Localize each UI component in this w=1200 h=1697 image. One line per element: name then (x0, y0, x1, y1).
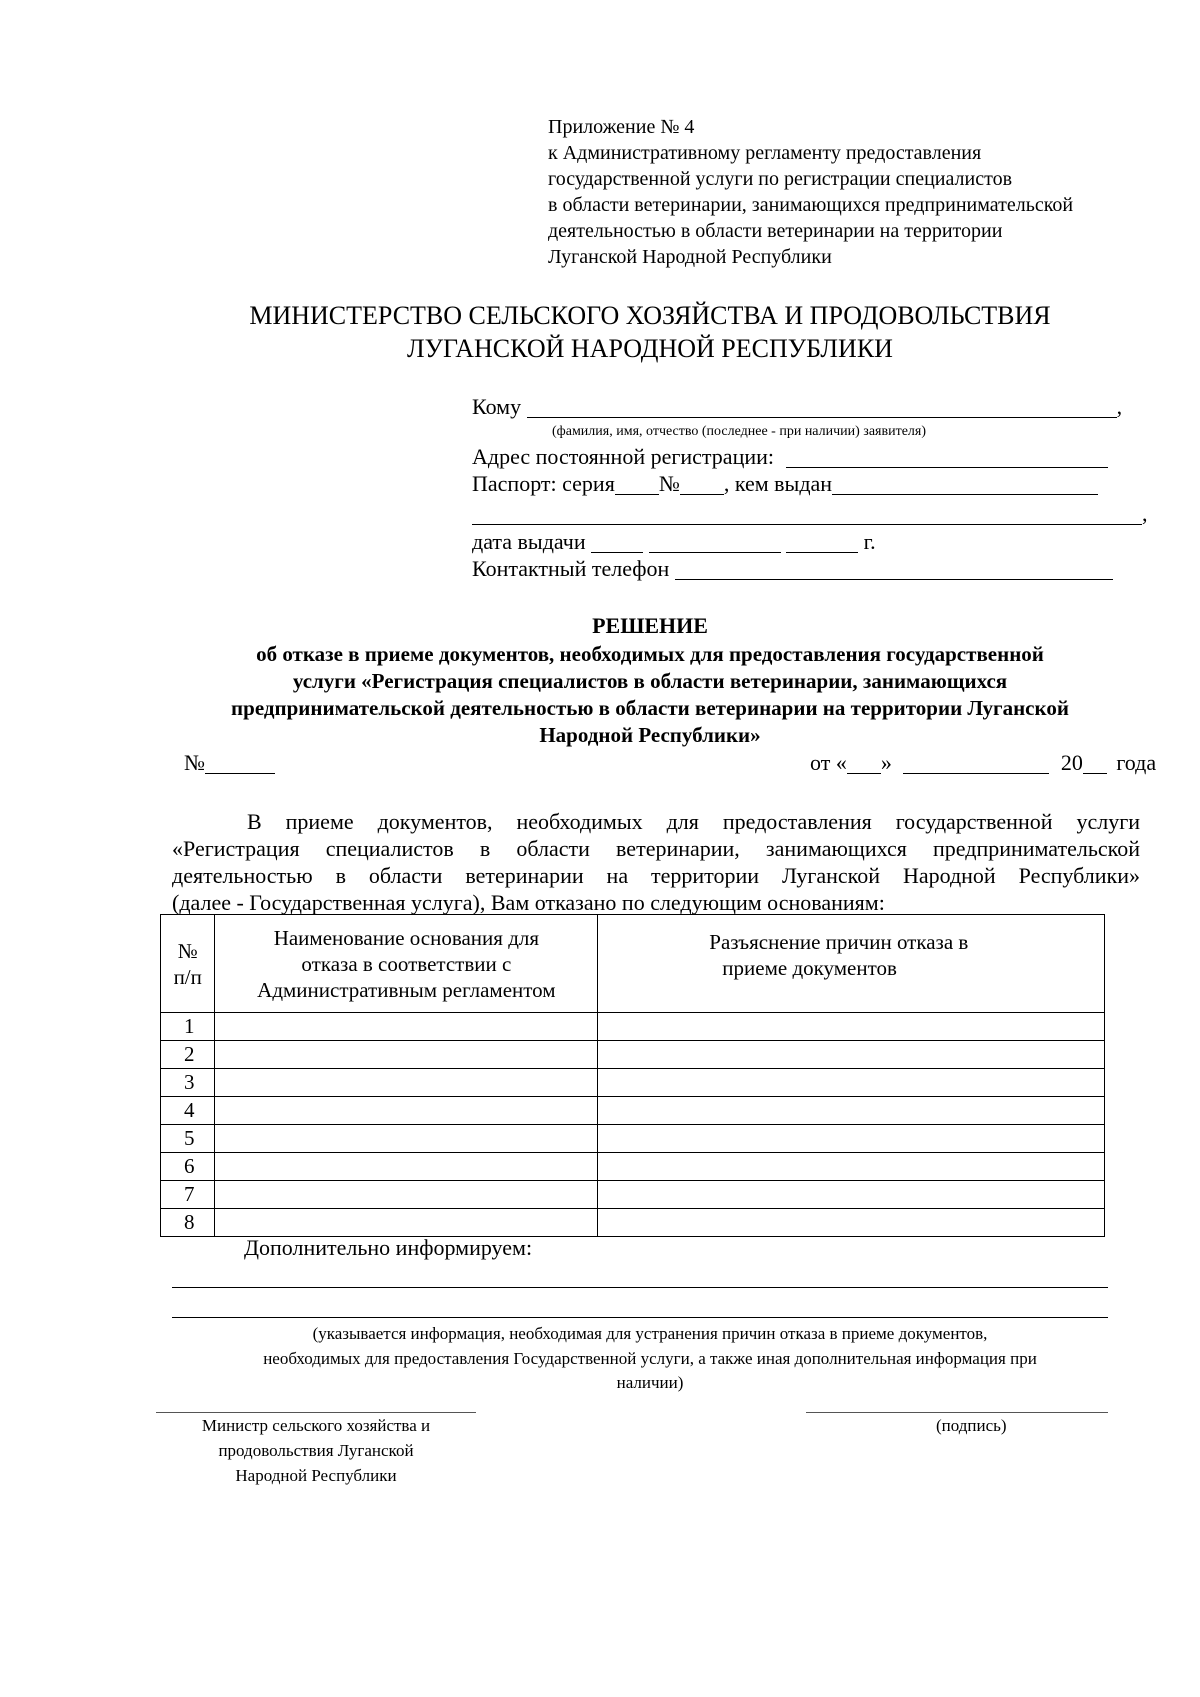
passport-number-label: № (658, 471, 680, 496)
annex-line: Луганской Народной Республики (548, 246, 832, 268)
body-line: «Регистрация специалистов в области ветеринарии, занимающихся предпринимательской (172, 836, 1140, 861)
issued-by-field[interactable] (832, 474, 1098, 495)
annex-line: государственной услуги по регистрации специалистов (548, 168, 1013, 190)
column-header-explanation-line2: приеме документов (722, 956, 897, 980)
issue-year-field[interactable] (786, 532, 858, 553)
row-number: 5 (161, 1125, 215, 1153)
column-header-number-line2: п/п (173, 964, 202, 989)
signature-label: (подпись) (936, 1416, 1007, 1435)
column-header-explanation (598, 915, 1105, 1013)
address-row (472, 443, 1108, 471)
issued-by-label: , кем выдан (723, 471, 833, 496)
address-label: Адрес постоянной регистрации: (472, 444, 774, 469)
address-field[interactable] (786, 447, 1108, 468)
to-field[interactable] (527, 397, 1117, 418)
row-number: 6 (161, 1153, 215, 1181)
column-header-basis-line3: Административным регламентом (257, 977, 556, 1002)
decision-heading: РЕШЕНИЕ (592, 613, 708, 638)
decision-title-line3: предпринимательской деятельностью в области ветеринарии на территории Луганской (231, 696, 1069, 720)
year-label: года (1116, 750, 1157, 775)
position-line (156, 1412, 476, 1413)
issue-date-row (472, 528, 876, 556)
column-header-number (161, 915, 215, 1013)
explanation-cell[interactable] (598, 1097, 1105, 1125)
issued-by-continuation-field[interactable] (472, 504, 1142, 525)
decision-number-row (184, 749, 275, 777)
body-line: В приеме документов, необходимых для предоставления государственной услуги (247, 809, 1140, 834)
to-label: Кому (472, 394, 522, 419)
date-day-field[interactable] (847, 753, 881, 774)
table-header-row (161, 915, 1105, 1013)
row-number: 7 (161, 1181, 215, 1209)
year-prefix: 20 (1060, 750, 1083, 775)
body-line: (далее - Государственная услуга), Вам отказано по следующим основаниям: (172, 890, 885, 915)
decision-title-line1: об отказе в приеме документов, необходимых для предоставления государственной (256, 642, 1044, 666)
decision-number-label: № (184, 750, 205, 775)
passport-series-label: Паспорт: серия (472, 471, 615, 496)
table-row (161, 1181, 1105, 1209)
basis-cell[interactable] (215, 1069, 598, 1097)
to-hint: (фамилия, имя, отчество (последнее - при наличии) заявителя) (552, 424, 927, 439)
date-month-field[interactable] (903, 753, 1049, 774)
column-header-basis (215, 915, 598, 1013)
decision-number-field[interactable] (205, 753, 275, 774)
issue-date-label: дата выдачи (472, 529, 586, 554)
to-comma: , (1116, 394, 1123, 419)
decision-date-row (810, 749, 1156, 777)
table-row (161, 1125, 1105, 1153)
issue-day-field[interactable] (591, 532, 643, 553)
column-header-basis-line1: Наименование основания для (273, 925, 540, 950)
ministry-title-line2: ЛУГАНСКОЙ НАРОДНОЙ РЕСПУБЛИКИ (407, 334, 893, 363)
basis-cell[interactable] (215, 1209, 598, 1237)
additional-info-line-1[interactable] (172, 1287, 1108, 1288)
decision-title-line4: Народной Республики» (539, 723, 761, 747)
column-header-explanation-line1: Разъяснение причин отказа в (709, 930, 969, 954)
row-number: 8 (161, 1209, 215, 1237)
phone-label: Контактный телефон (472, 556, 670, 581)
issue-month-field[interactable] (649, 532, 781, 553)
explanation-cell[interactable] (598, 1125, 1105, 1153)
year-suffix: г. (863, 529, 876, 554)
explanation-cell[interactable] (598, 1181, 1105, 1209)
phone-row (472, 555, 1113, 583)
phone-field[interactable] (675, 559, 1113, 580)
passport-number-field[interactable] (680, 474, 724, 495)
table-row (161, 1097, 1105, 1125)
row-number: 1 (161, 1013, 215, 1041)
explanation-cell[interactable] (598, 1041, 1105, 1069)
passport-continuation-row (472, 500, 1148, 528)
decision-title-line2: услуги «Регистрация специалистов в области ветеринарии, занимающихся (292, 669, 1008, 693)
row-number: 2 (161, 1041, 215, 1069)
passport-series-field[interactable] (615, 474, 659, 495)
signatory-position-line2: продовольствия Луганской (218, 1441, 414, 1460)
from-label: от « (810, 750, 847, 775)
table-row (161, 1209, 1105, 1237)
reasons-table (160, 914, 1105, 1237)
signatory-position-line1: Министр сельского хозяйства и (201, 1416, 431, 1435)
date-year-field[interactable] (1083, 753, 1107, 774)
ministry-title-line1: МИНИСТЕРСТВО СЕЛЬСКОГО ХОЗЯЙСТВА И ПРОДОВОЛЬСТВИЯ (249, 301, 1051, 330)
body-paragraph (172, 808, 1140, 916)
additional-hint-line3: наличии) (616, 1373, 684, 1392)
table-row (161, 1069, 1105, 1097)
basis-cell[interactable] (215, 1013, 598, 1041)
signature-line[interactable] (806, 1412, 1108, 1413)
column-header-number-line1: № (177, 938, 198, 963)
additional-hint-line1: (указывается информация, необходимая для устранения причин отказа в приеме документов, (312, 1324, 988, 1343)
table-row (161, 1153, 1105, 1181)
explanation-cell[interactable] (598, 1209, 1105, 1237)
row-number: 4 (161, 1097, 215, 1125)
annex-line: деятельностью в области ветеринарии на территории (548, 220, 1003, 242)
explanation-cell[interactable] (598, 1153, 1105, 1181)
issued-by-comma: , (1142, 501, 1148, 526)
basis-cell[interactable] (215, 1097, 598, 1125)
annex-header (548, 114, 1148, 270)
additional-info-line-2[interactable] (172, 1317, 1108, 1318)
additional-hint-line2: необходимых для предоставления Государственной услуги, а также иная дополнительная информация при (263, 1349, 1037, 1368)
basis-cell[interactable] (215, 1041, 598, 1069)
annex-line: Приложение № 4 (548, 116, 695, 138)
additional-label: Дополнительно информируем: (244, 1235, 533, 1260)
passport-row (472, 470, 1098, 498)
explanation-cell[interactable] (598, 1013, 1105, 1041)
body-line: деятельностью в области ветеринарии на территории Луганской Народной Республики» (172, 863, 1140, 888)
basis-cell[interactable] (215, 1153, 598, 1181)
column-header-basis-line2: отказа в соответствии с (301, 951, 512, 976)
basis-cell[interactable] (215, 1125, 598, 1153)
to-row (472, 393, 1122, 421)
annex-line: в области ветеринарии, занимающихся предпринимательской (548, 194, 1074, 216)
annex-line: к Административному регламенту предоставления (548, 142, 982, 164)
table-row (161, 1013, 1105, 1041)
signatory-position-line3: Народной Республики (235, 1466, 397, 1485)
row-number: 3 (161, 1069, 215, 1097)
quote-close: » (880, 750, 892, 775)
table-row (161, 1041, 1105, 1069)
explanation-cell[interactable] (598, 1069, 1105, 1097)
basis-cell[interactable] (215, 1181, 598, 1209)
